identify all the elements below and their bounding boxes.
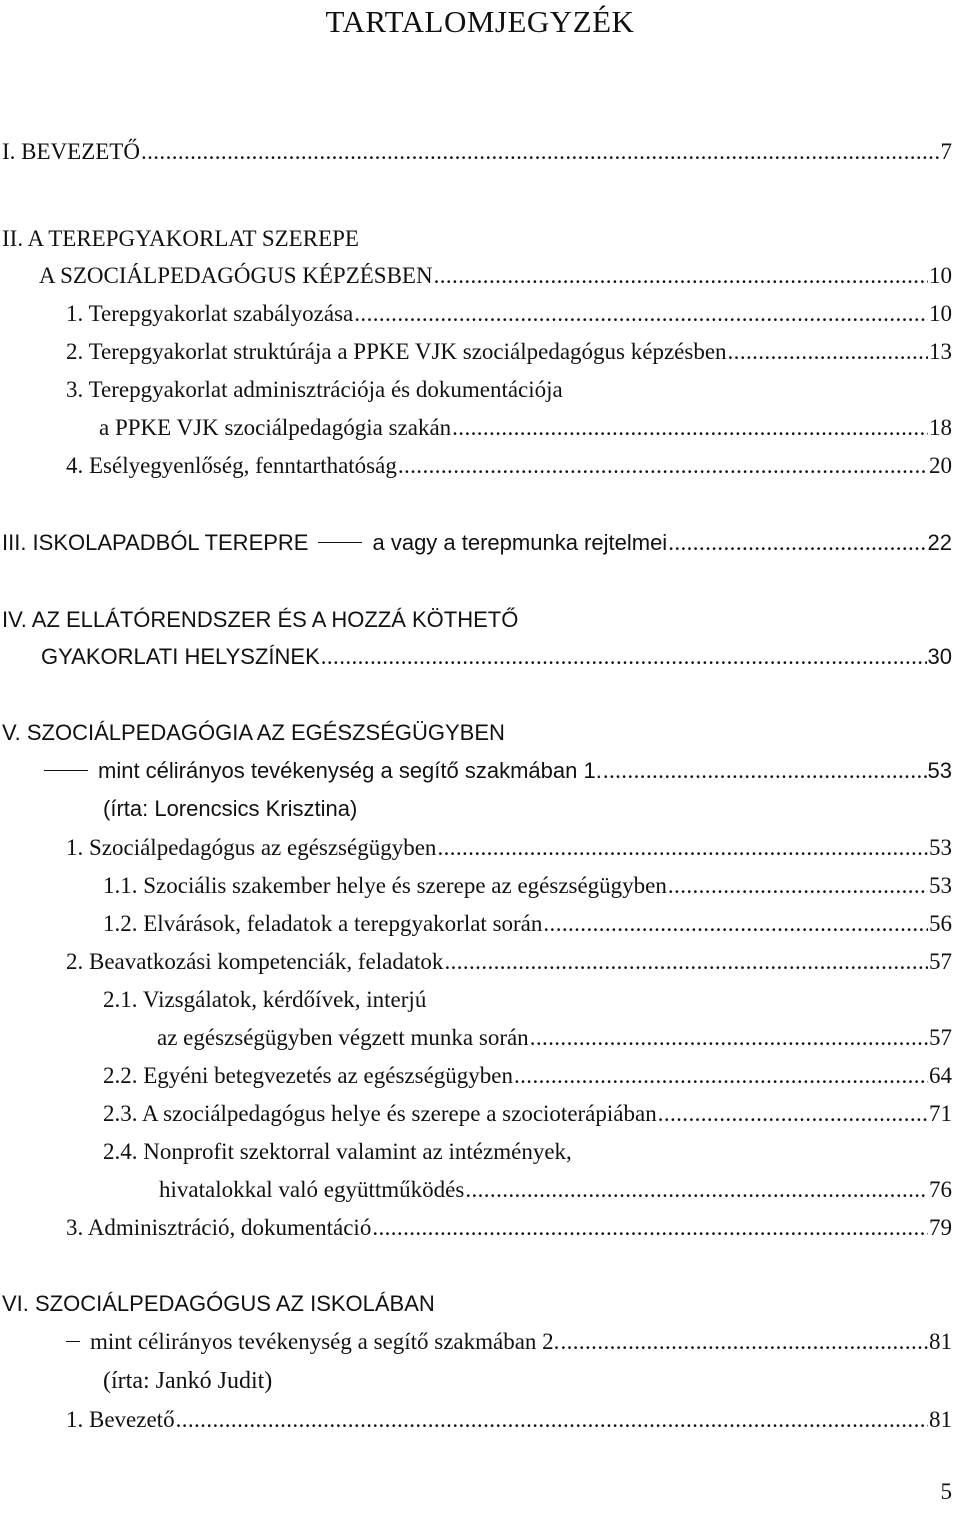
dot-leader <box>530 1020 928 1056</box>
toc-page-number: 10 <box>929 301 952 326</box>
dot-leader <box>543 906 928 942</box>
dot-leader <box>452 410 928 446</box>
toc-entry-bevezeto[interactable]: I. BEVEZETŐ ..... 7 <box>2 134 952 170</box>
toc-page-number: 81 <box>929 1407 952 1432</box>
toc-page-number: 30 <box>927 644 952 669</box>
dot-leader <box>354 296 928 332</box>
toc-page-number: 57 <box>929 1025 952 1050</box>
toc-page-number: 81 <box>929 1329 952 1354</box>
toc-page-number: 18 <box>929 415 952 440</box>
toc-entry-adminisztracio-dok[interactable]: 3. Adminisztráció, dokumentáció ..... 79 <box>66 1210 952 1246</box>
dot-leader <box>434 258 928 294</box>
dot-leader <box>668 868 928 904</box>
dot-leader <box>444 944 928 980</box>
em-dash <box>66 1341 80 1342</box>
dot-leader <box>658 1096 928 1132</box>
toc-page-number: 71 <box>929 1101 952 1126</box>
toc-page-number: 79 <box>929 1215 952 1240</box>
toc-page-number: 20 <box>929 453 952 478</box>
toc-entry-szocialpedagogia-szakan[interactable]: a PPKE VJK szociálpedagógia szakán ..... 18 <box>99 410 952 446</box>
dot-leader <box>437 830 928 866</box>
toc-page-number: 13 <box>929 339 952 364</box>
toc-entry-iskolapadbol[interactable]: III. ISKOLAPADBÓL TEREPRE a vagy a terepmunka rejtelmei ..... 22 <box>2 525 952 561</box>
toc-page-number: 64 <box>929 1063 952 1088</box>
dot-leader <box>668 525 926 561</box>
dot-leader <box>560 1324 928 1360</box>
page-title: TARTALOMJEGYZÉK <box>325 4 635 39</box>
toc-page-number: 7 <box>940 139 952 164</box>
dot-leader <box>398 448 928 484</box>
toc-entry-2-4-cont[interactable]: hivatalokkal való együttműködés ..... 76 <box>159 1172 952 1208</box>
toc-entry-ellatorendszer: IV. AZ ELLÁTÓRENDSZER ÉS A HOZZÁ KÖTHETŐ <box>2 607 519 632</box>
em-dash <box>44 770 88 771</box>
toc-entry-2-1-cont[interactable]: az egészségügyben végzett munka során ..... 57 <box>157 1020 952 1056</box>
dot-leader <box>321 639 927 675</box>
toc-entry-celiranyos-2[interactable]: mint célirányos tevékenység a segítő szakmában 2. ..... 81 <box>66 1324 952 1360</box>
page-number: 5 <box>940 1479 952 1504</box>
dot-leader <box>603 753 927 789</box>
dot-leader <box>141 134 940 170</box>
em-dash <box>318 542 362 543</box>
dot-leader <box>176 1402 928 1438</box>
toc-page-number: 56 <box>929 911 952 936</box>
toc-page-number: 76 <box>929 1177 952 1202</box>
toc-entry-terepgyakorlat-szerepe: II. A TEREPGYAKORLAT SZEREPE <box>2 226 359 251</box>
dot-leader <box>465 1172 928 1208</box>
toc-entry-1-1[interactable]: 1.1. Szociális szakember helye és szerepe az egészségügyben ..... 53 <box>103 868 952 904</box>
toc-entry-szabalyozas[interactable]: 1. Terepgyakorlat szabályozása ..... 10 <box>66 296 952 332</box>
toc-entry-eselyegyenloseg[interactable]: 4. Esélyegyenlőség, fenntarthatóság ..... 20 <box>66 448 952 484</box>
toc-entry-2-3[interactable]: 2.3. A szociálpedagógus helye és szerepe a szocioterápiában ..... 71 <box>103 1096 952 1132</box>
toc-page-number: 22 <box>927 530 952 555</box>
toc-page-number: 53 <box>929 835 952 860</box>
toc-entry-adminisztracio: 3. Terepgyakorlat adminisztrációja és dokumentációja <box>66 377 563 402</box>
dot-leader <box>514 1058 928 1094</box>
toc-entry-2-1: 2.1. Vizsgálatok, kérdőívek, interjú <box>103 987 427 1012</box>
toc-entry-2-2[interactable]: 2.2. Egyéni betegvezetés az egészségügyben ..... 64 <box>103 1058 952 1094</box>
toc-entry-author-lorencsics: (írta: Lorencsics Krisztina) <box>103 796 358 821</box>
toc-entry-egeszsegugyben: V. SZOCIÁLPEDAGÓGIA AZ EGÉSZSÉGÜGYBEN <box>2 720 505 745</box>
dot-leader <box>728 334 928 370</box>
toc-entry-bevezeto-2[interactable]: 1. Bevezető ..... 81 <box>66 1402 952 1438</box>
toc-page-number: 53 <box>927 758 952 783</box>
toc-entry-iskolaban: VI. SZOCIÁLPEDAGÓGUS AZ ISKOLÁBAN <box>2 1291 435 1316</box>
toc-entry-2-4: 2.4. Nonprofit szektorral valamint az intézmények, <box>103 1139 572 1164</box>
toc-entry-celiranyos-1[interactable]: mint célirányos tevékenység a segítő szakmában 1. ..... 53 <box>44 753 952 789</box>
toc-entry-author-janko: (írta: Jankó Judit) <box>103 1368 273 1394</box>
toc-entry-struktura[interactable]: 2. Terepgyakorlat struktúrája a PPKE VJK szociálpedagógus képzésben ..... 13 <box>66 334 952 370</box>
toc-page-number: 10 <box>929 263 952 288</box>
toc-entry-beavatkozasi[interactable]: 2. Beavatkozási kompetenciák, feladatok ..... 57 <box>66 944 952 980</box>
toc-page-number: 53 <box>929 873 952 898</box>
toc-entry-1-2[interactable]: 1.2. Elvárások, feladatok a terepgyakorlat során ..... 56 <box>103 906 952 942</box>
toc-entry-szocped-egeszsegugy[interactable]: 1. Szociálpedagógus az egészségügyben ..... 53 <box>66 830 952 866</box>
toc-entry-gyakorlati-helyszinek[interactable]: GYAKORLATI HELYSZÍNEK ..... 30 <box>41 639 952 675</box>
toc-page-number: 57 <box>929 949 952 974</box>
dot-leader <box>372 1210 928 1246</box>
toc-entry-szocialpedagogus-kepzesben[interactable]: A SZOCIÁLPEDAGÓGUS KÉPZÉSBEN ..... 10 <box>39 258 952 294</box>
